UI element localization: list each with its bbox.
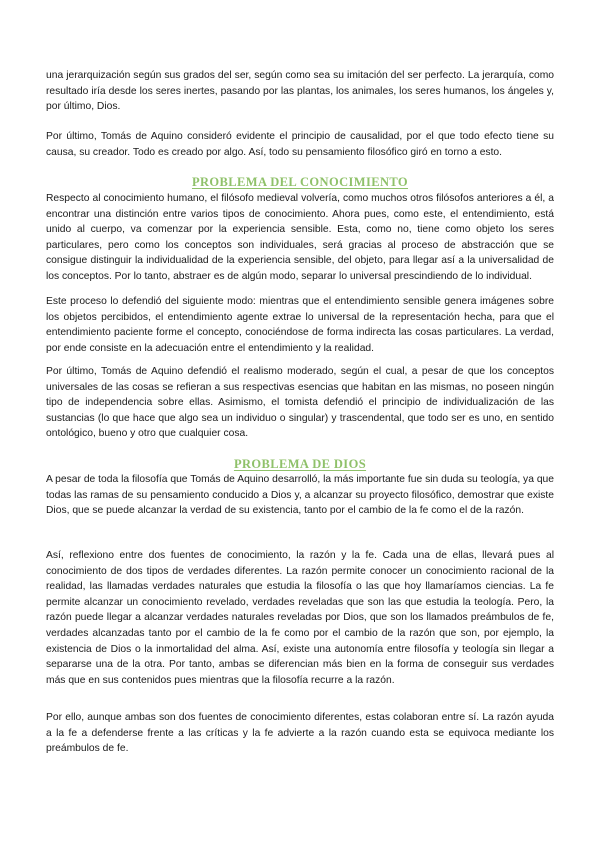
paragraph-knowledge-1: Respecto al conocimiento humano, el filósofo medieval volvería, como muchos otros filósofos anteriores a él, a encontrar una distinción entre varios tipos de conocimiento. Ahora pues, como este, el entendimiento, está unido al cuerpo, va comenzar por la experiencia sensible. Esta, como no, tiene como objeto los seres particulares, pero como los conceptos son individuales, será gracias al proceso de abstracción que se consigue distinguir la individualidad de la experiencia sensible, del objeto, para llegar así a la universalidad de los conceptos. Por lo tanto, abstraer es de algún modo, separar lo universal prescindiendo de lo individual.: [46, 193, 554, 282]
paragraph-god-3: Por ello, aunque ambas son dos fuentes de conocimiento diferentes, estas colaboran entre sí. La razón ayuda a la fe a defenderse frente a las críticas y la fe advierte a la razón cuando esta se equivoca mediante los preámbulos de fe.: [46, 712, 554, 755]
heading-knowledge-problem: PROBLEMA DEL CONOCIMIENTO: [191, 175, 409, 189]
paragraph-knowledge-2: Este proceso lo defendió del siguiente modo: mientras que el entendimiento sensible genera imágenes sobre los objetos percibidos, el entendimiento agente extrae lo universal de la representación hecha, para que el entendimiento paciente forme el concepto, conociéndose de forma indirecta las cosas particulares. La verdad, por ende consiste en la adecuación entre el entendimiento y la realidad.: [46, 296, 554, 354]
paragraph-god-1: A pesar de toda la filosofía que Tomás de Aquino desarrolló, la más importante fue sin duda su teología, ya que todas las ramas de su pensamiento conducido a Dios y, a alcanzar su proyecto filosófico, demostrar que existe Dios, que se puede alcanzar la verdad de su existencia, tanto por el cambio de la fe como el de la razón.: [46, 474, 554, 517]
paragraph-hierarchy: una jerarquización según sus grados del ser, según como sea su imitación del ser perfecto. La jerarquía, como resultado iría desde los seres inertes, pasando por las plantas, los animales, los seres humanos, los ángeles y, por último, Dios.: [46, 70, 554, 113]
heading-god-problem: PROBLEMA DE DIOS: [233, 457, 367, 471]
paragraph-knowledge-3: Por último, Tomás de Aquino defendió el realismo moderado, según el cual, a pesar de que los conceptos universales de las cosas se refieran a sus respectivas esencias que habitan en las mismas, no poseen ningún tipo de independencia sobre ellas. Asimismo, el tomista defendió el principio de individualización de las sustancias (lo que hace que algo sea un individuo o singular) y trascendental, que todo ser es uno, en sentido ontológico, bueno y otro que cualquier cosa.: [46, 366, 554, 440]
paragraph-god-2: Así, reflexiono entre dos fuentes de conocimiento, la razón y la fe. Cada una de ellas, llevará pues al conocimiento de dos tipos de verdades diferentes. La razón permite conocer un conocimiento racional de la realidad, las llamadas verdades naturales que estudia la filosofía o las que hoy llamaríamos ciencias. La fe permite alcanzar un conocimiento revelado, verdades reveladas que son las que estudia la teología. Pero, la razón puede llegar a alcanzar verdades naturales reveladas por Dios, que son los llamados preámbulos de fe, verdades alcanzadas tanto por el cambio de la fe como por el cambio de la razón que son, por ejemplo, la existencia de Dios o la inmortalidad del alma. Así, existe una autonomía entre filosofía y teología sin llegar a separarse una de la otra. Por tanto, ambas se diferencian más bien en la forma de conseguir sus verdades más que en sus contenidos pues mientras que la filosofía recurre a la razón.: [46, 550, 554, 686]
paragraph-causality: Por último, Tomás de Aquino consideró evidente el principio de causalidad, por el que todo efecto tiene su causa, su creador. Todo es creado por algo. Así, todo su pensamiento filosófico giró en torno a esto.: [46, 131, 554, 158]
